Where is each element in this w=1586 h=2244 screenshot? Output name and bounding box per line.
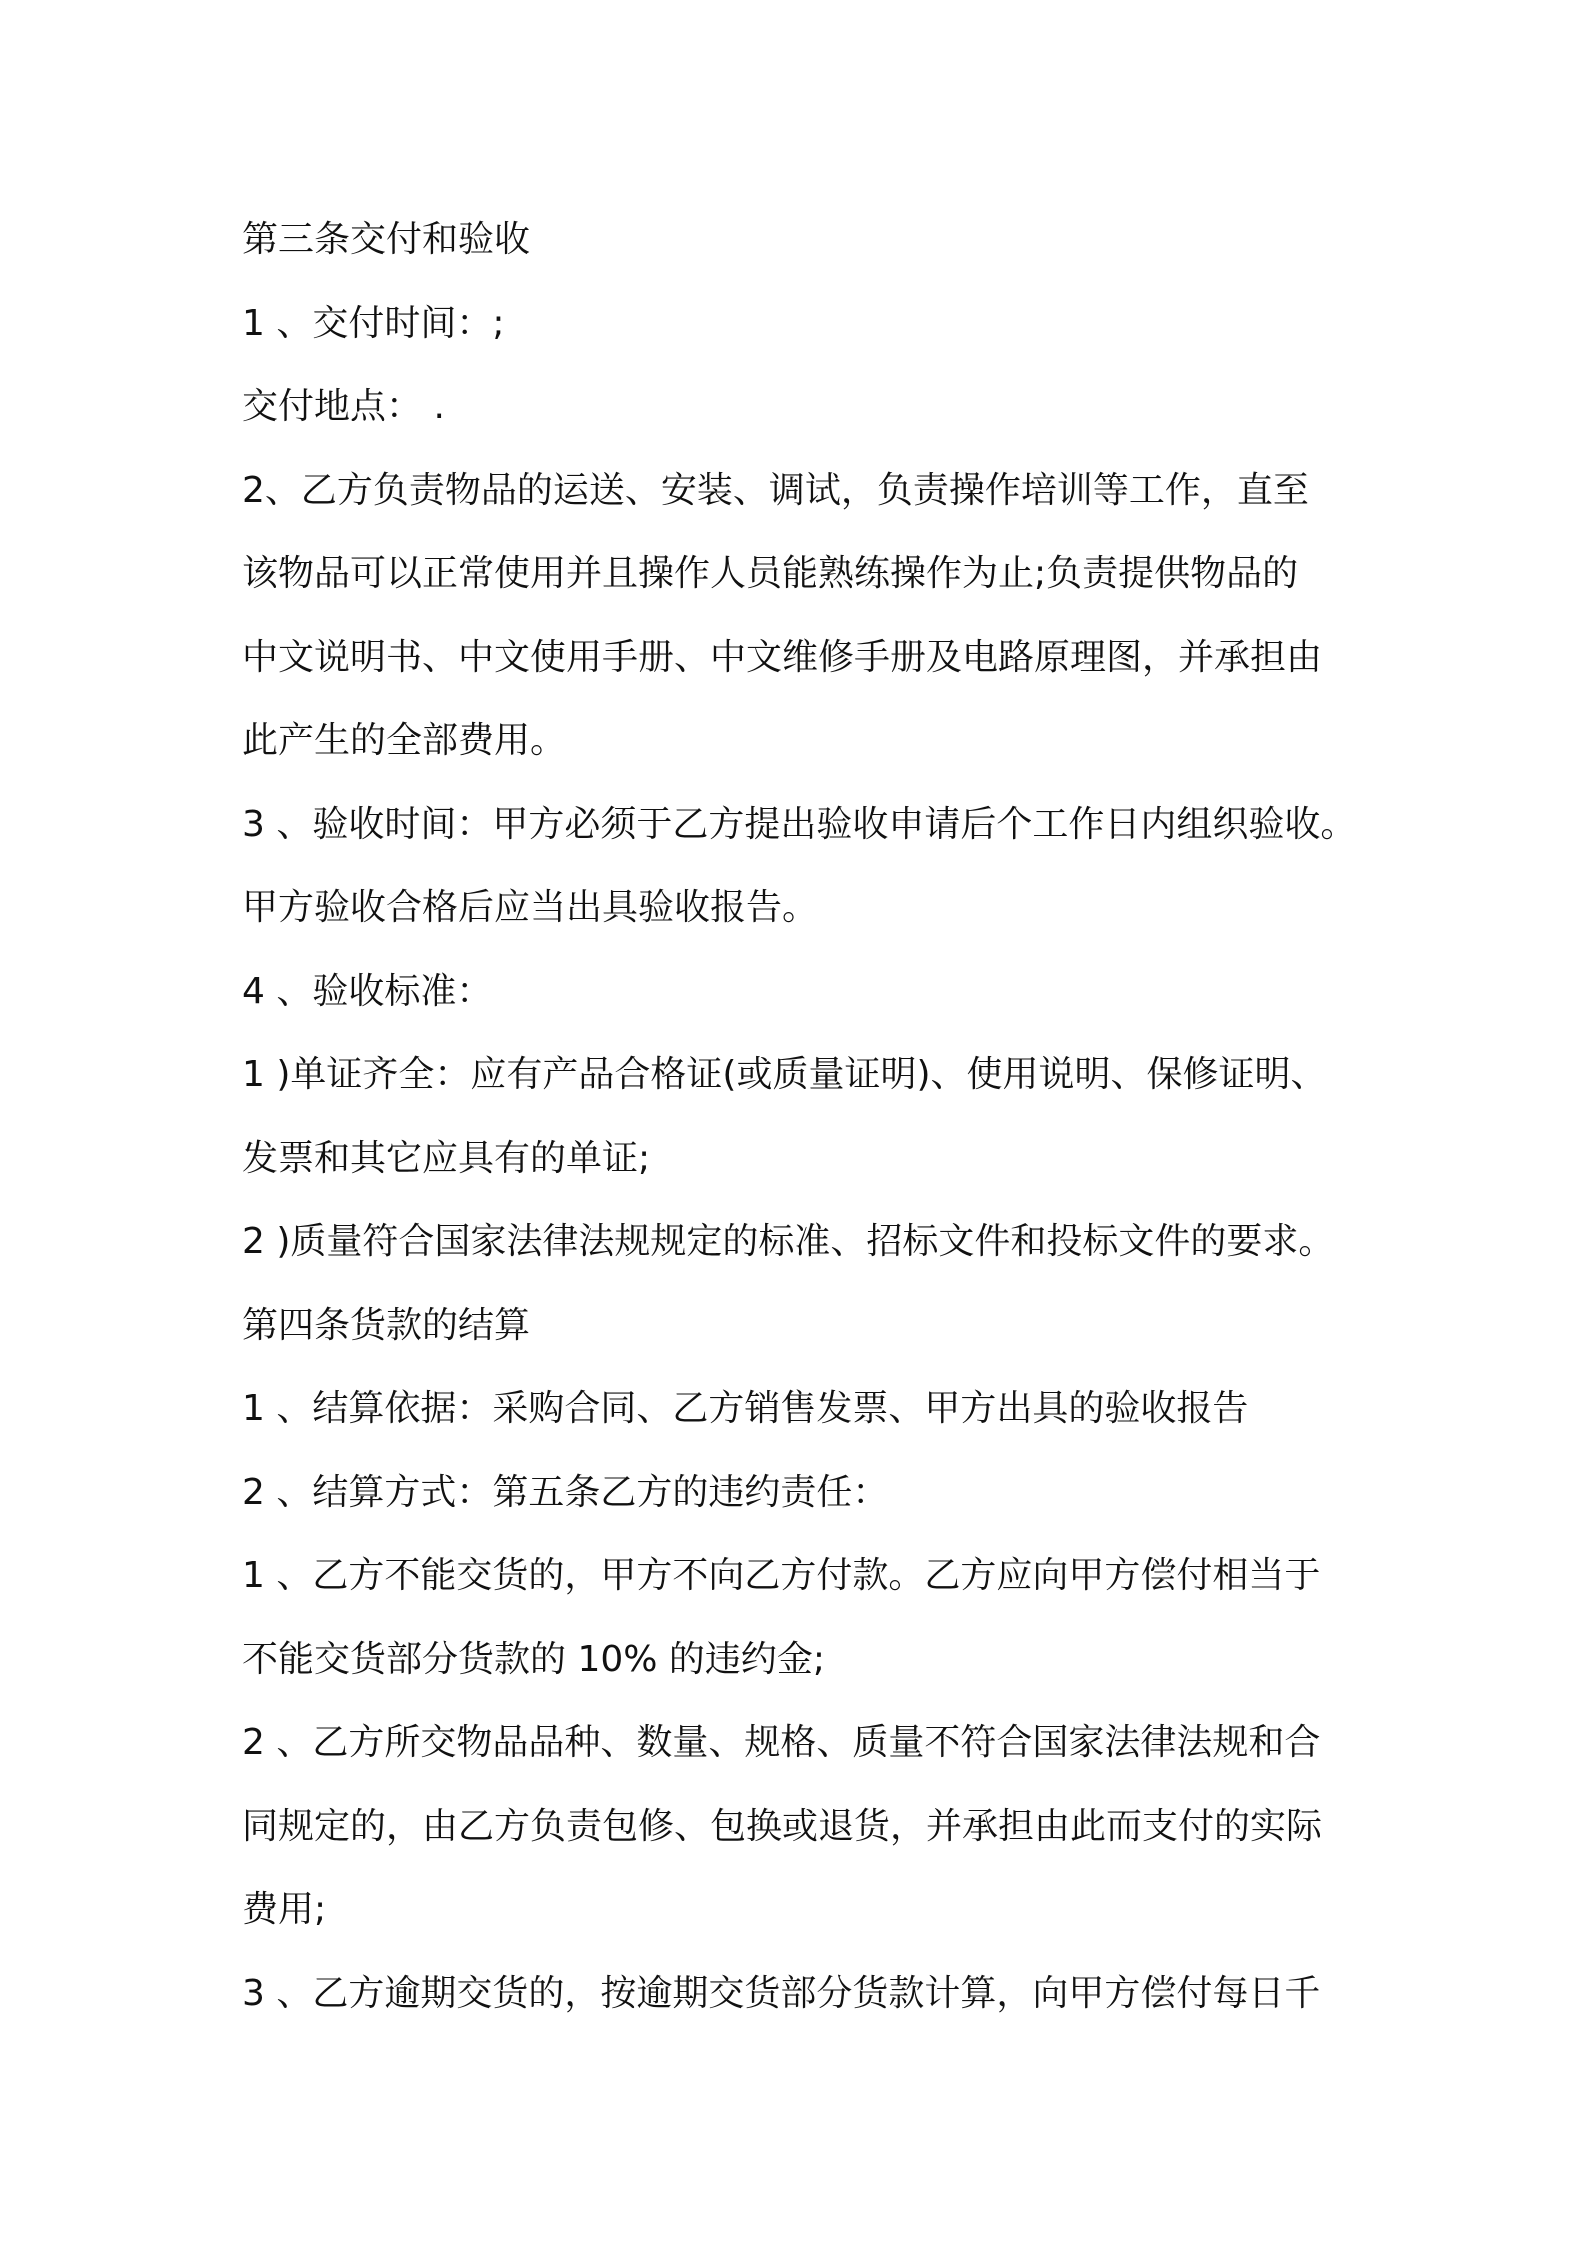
- text-line: 2 、结算方式：第五条乙方的违约责任：: [242, 1471, 889, 1513]
- text-line: 1 )单证齐全：应有产品合格证(或质量证明)、使用说明、保修证明、: [242, 1054, 1327, 1095]
- text-line: 1 、交付时间：;: [242, 302, 505, 344]
- text-line: 不能交货部分货款的 10% 的违约金;: [242, 1638, 826, 1680]
- text-line: 4 、验收标准：: [242, 970, 493, 1012]
- text-line: 2 、乙方所交物品品种、数量、规格、质量不符合国家法律法规和合: [242, 1722, 1321, 1763]
- document-body: [242, 198, 1382, 2035]
- text-line: 3 、乙方逾期交货的，按逾期交货部分货款计算，向甲方偿付每日千: [242, 1972, 1321, 2014]
- text-line: 发票和其它应具有的单证;: [242, 1137, 651, 1179]
- text-line: 3 、验收时间：甲方必须于乙方提出验收申请后个工作日内组织验收。: [242, 803, 1357, 845]
- text-line: 此产生的全部费用。: [242, 720, 567, 761]
- text-line: 2 )质量符合国家法律法规规定的标准、招标文件和投标文件的要求。: [242, 1221, 1335, 1262]
- text-line: 费用;: [242, 1889, 327, 1930]
- text-line: 该物品可以正常使用并且操作人员能熟练操作为止;负责提供物品的: [242, 553, 1299, 594]
- section-heading-payment-settlement: 第四条货款的结算: [242, 1304, 531, 1346]
- section-heading-delivery-acceptance: 第三条交付和验收: [242, 219, 531, 260]
- text-line: 中文说明书、中文使用手册、中文维修手册及电路原理图，并承担由: [242, 636, 1323, 678]
- text-line: 同规定的，由乙方负责包修、包换或退货，并承担由此而支付的实际: [242, 1805, 1323, 1847]
- text-line: 1 、结算依据：采购合同、乙方销售发票、甲方出具的验收报告: [242, 1388, 1249, 1429]
- text-line: 2、乙方负责物品的运送、安装、调试，负责操作培训等工作，直至: [242, 469, 1309, 511]
- text-line: 交付地点： .: [242, 386, 445, 427]
- text-line: 1 、乙方不能交货的，甲方不向乙方付款。乙方应向甲方偿付相当于: [242, 1555, 1321, 1596]
- text-line: 甲方验收合格后应当出具验收报告。: [242, 887, 819, 928]
